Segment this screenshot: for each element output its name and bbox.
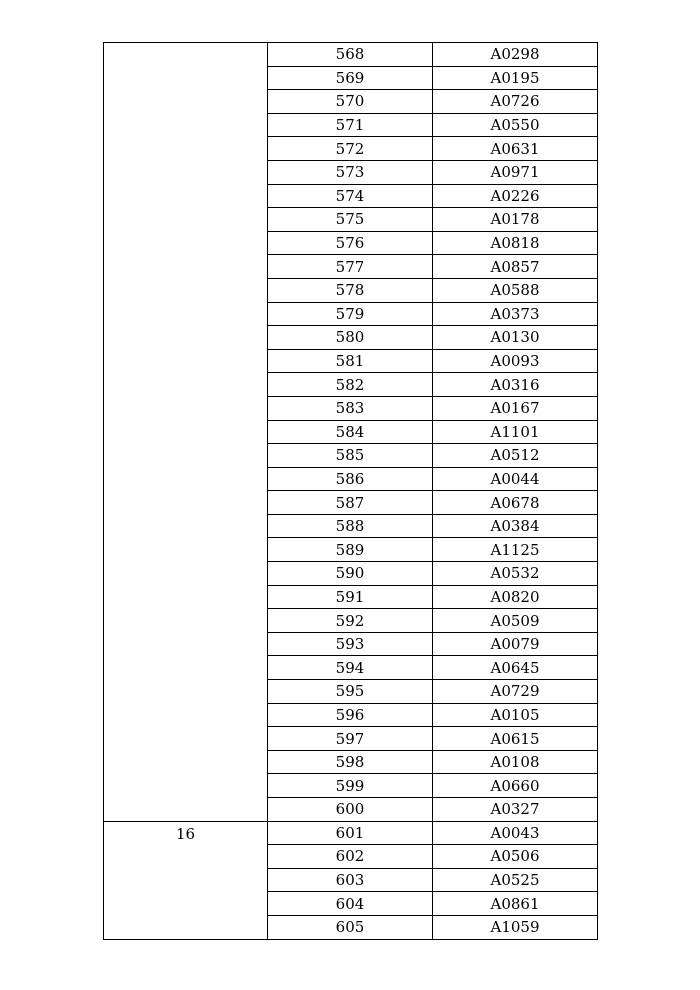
serial-number-cell: 578 (268, 278, 433, 302)
code-cell: A0298 (433, 43, 598, 67)
serial-number-cell: 573 (268, 160, 433, 184)
group-cell (104, 821, 268, 939)
serial-number-cell: 590 (268, 562, 433, 586)
code-cell: A0861 (433, 892, 598, 916)
serial-number-cell: 593 (268, 632, 433, 656)
serial-number-cell: 570 (268, 90, 433, 114)
code-cell: A1101 (433, 420, 598, 444)
table-body (104, 43, 598, 940)
code-cell: A0857 (433, 255, 598, 279)
code-cell: A0818 (433, 231, 598, 255)
code-cell: A0373 (433, 302, 598, 326)
serial-number-cell: 580 (268, 326, 433, 350)
code-cell: A0043 (433, 821, 598, 845)
table-row (104, 821, 598, 845)
serial-number-cell: 575 (268, 208, 433, 232)
code-cell: A0971 (433, 160, 598, 184)
code-cell: A0130 (433, 326, 598, 350)
code-cell: A0512 (433, 444, 598, 468)
code-cell: A0660 (433, 774, 598, 798)
serial-number-cell: 586 (268, 467, 433, 491)
code-cell: A0525 (433, 868, 598, 892)
code-cell: A0195 (433, 66, 598, 90)
code-cell: A0588 (433, 278, 598, 302)
serial-number-cell: 576 (268, 231, 433, 255)
code-cell: A0532 (433, 562, 598, 586)
serial-number-cell: 587 (268, 491, 433, 515)
serial-number-cell: 574 (268, 184, 433, 208)
serial-number-cell: 579 (268, 302, 433, 326)
code-cell: A0167 (433, 396, 598, 420)
serial-number-cell: 595 (268, 680, 433, 704)
serial-number-cell: 599 (268, 774, 433, 798)
serial-number-cell: 596 (268, 703, 433, 727)
serial-number-cell: 569 (268, 66, 433, 90)
serial-number-cell: 572 (268, 137, 433, 161)
code-cell: A1059 (433, 915, 598, 939)
data-table (103, 42, 598, 940)
serial-number-cell: 603 (268, 868, 433, 892)
serial-number-cell: 602 (268, 845, 433, 869)
code-cell: A0615 (433, 727, 598, 751)
code-cell: A0108 (433, 750, 598, 774)
code-cell: A0820 (433, 585, 598, 609)
code-cell: A0327 (433, 798, 598, 822)
code-cell: A0093 (433, 349, 598, 373)
code-cell: A0726 (433, 90, 598, 114)
code-cell: A0105 (433, 703, 598, 727)
serial-number-cell: 584 (268, 420, 433, 444)
serial-number-cell: 594 (268, 656, 433, 680)
serial-number-cell: 598 (268, 750, 433, 774)
serial-number-cell: 600 (268, 798, 433, 822)
serial-number-cell: 597 (268, 727, 433, 751)
serial-number-cell: 582 (268, 373, 433, 397)
code-cell: A0631 (433, 137, 598, 161)
serial-number-cell: 588 (268, 514, 433, 538)
serial-number-cell: 592 (268, 609, 433, 633)
code-cell: A0509 (433, 609, 598, 633)
code-cell: A0384 (433, 514, 598, 538)
code-cell: A0550 (433, 113, 598, 137)
code-cell: A0316 (433, 373, 598, 397)
serial-number-cell: 577 (268, 255, 433, 279)
code-cell: A0226 (433, 184, 598, 208)
code-cell: A1125 (433, 538, 598, 562)
serial-number-cell: 571 (268, 113, 433, 137)
code-cell: A0645 (433, 656, 598, 680)
serial-number-cell: 601 (268, 821, 433, 845)
group-label (104, 43, 267, 44)
table-row (104, 43, 598, 67)
serial-number-cell: 568 (268, 43, 433, 67)
code-cell: A0044 (433, 467, 598, 491)
code-cell: A0729 (433, 680, 598, 704)
serial-number-cell: 585 (268, 444, 433, 468)
serial-number-cell: 583 (268, 396, 433, 420)
code-cell: A0079 (433, 632, 598, 656)
serial-number-cell: 605 (268, 915, 433, 939)
group-label: 16 (175, 824, 196, 843)
serial-number-cell: 604 (268, 892, 433, 916)
code-cell: A0506 (433, 845, 598, 869)
serial-number-cell: 591 (268, 585, 433, 609)
code-cell: A0678 (433, 491, 598, 515)
code-cell: A0178 (433, 208, 598, 232)
group-cell (104, 43, 268, 822)
serial-number-cell: 589 (268, 538, 433, 562)
serial-number-cell: 581 (268, 349, 433, 373)
